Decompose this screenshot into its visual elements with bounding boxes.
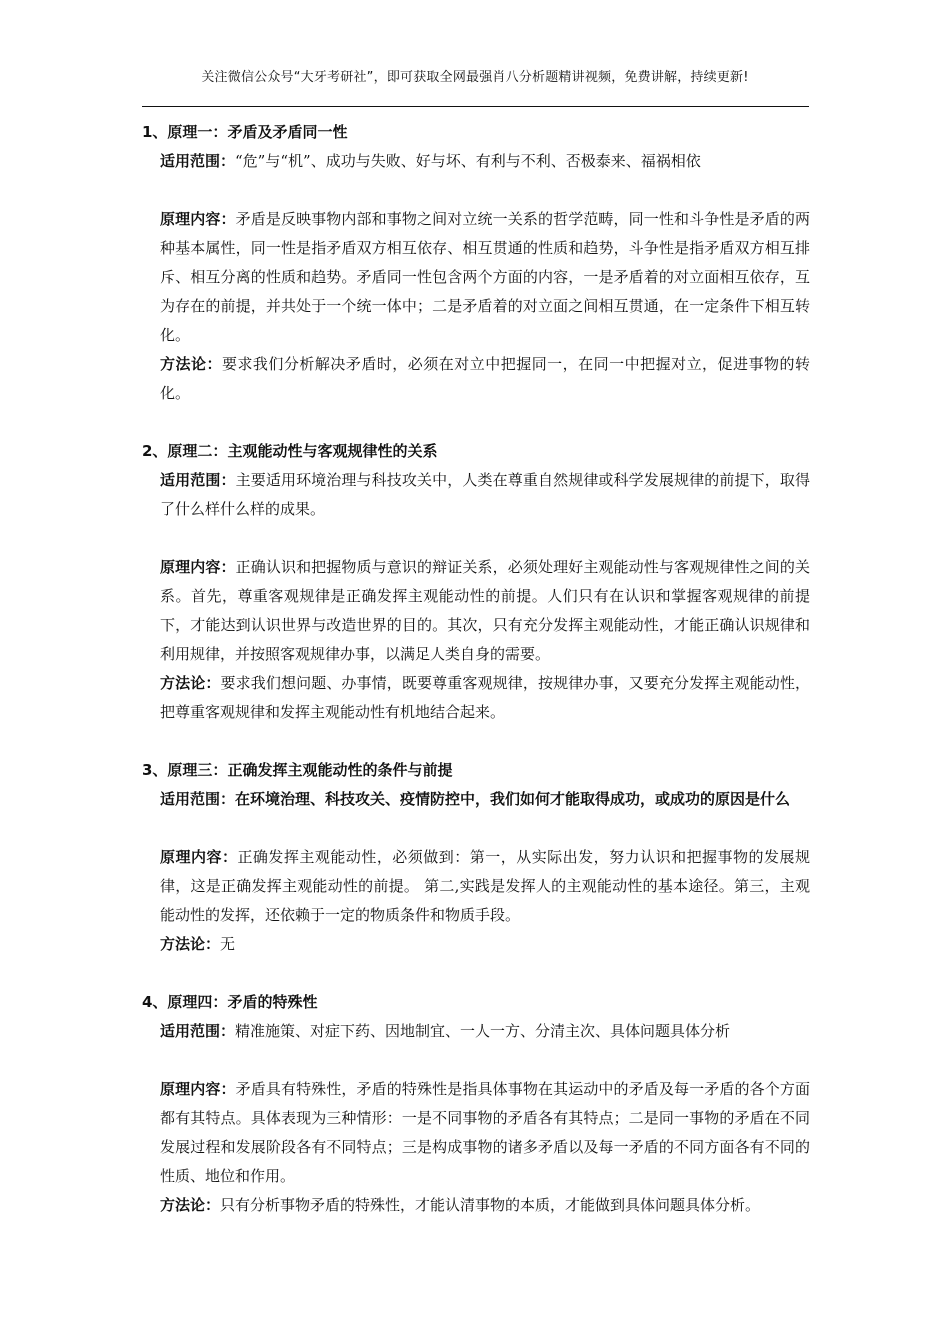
content-paragraph: [160, 1075, 810, 1191]
method-paragraph: [160, 350, 810, 408]
scope-paragraph: [160, 466, 810, 524]
section-title: 4、原理四：矛盾的特殊性: [142, 993, 318, 1011]
section-title: 2、原理二：主观能动性与客观规律性的关系: [142, 442, 438, 460]
scope-text: 精准施策、对症下药、因地制宜、一人一方、分清主次、具体问题具体分析: [235, 1022, 731, 1040]
content-paragraph: [160, 205, 810, 350]
section-principle-4: [142, 988, 810, 1220]
scope-paragraph: [160, 147, 810, 176]
section-principle-1: [142, 118, 810, 437]
section-principle-3: [142, 756, 810, 988]
document-body: [142, 118, 810, 1220]
method-label: 方法论：: [160, 935, 221, 953]
scope-text: 在环境治理、科技攻关、疫情防控中，我们如何才能取得成功，或成功的原因是什么: [235, 790, 791, 808]
method-label: 方法论：: [160, 355, 222, 373]
method-paragraph: [160, 1191, 810, 1220]
content-text: 矛盾是反映事物内部和事物之间对立统一关系的哲学范畴，同一性和斗争性是矛盾的两种基本属性，同一性是指矛盾双方相互依存、相互贯通的性质和趋势，斗争性是指矛盾双方相互排斥、相互分离的性质和趋势。矛盾同一性包含两个方面的内容，一是矛盾着的对立面相互依存，互为存在的前提，并共处于一个统一体中；二是矛盾着的对立面之间相互贯通，在一定条件下相互转化。: [160, 210, 810, 344]
scope-label: 适用范围：: [160, 790, 236, 808]
content-label: 原理内容：: [160, 210, 236, 228]
method-text: 只有分析事物矛盾的特殊性，才能认清事物的本质，才能做到具体问题具体分析。: [220, 1196, 761, 1214]
content-paragraph: [160, 843, 810, 930]
scope-paragraph: [160, 1017, 810, 1046]
scope-text: “危”与“机”、成功与失败、好与坏、有利与不利、否极泰来、福祸相依: [235, 152, 701, 170]
content-paragraph: [160, 553, 810, 669]
content-label: 原理内容：: [160, 558, 236, 576]
method-text: 要求我们分析解决矛盾时，必须在对立中把握同一，在同一中把握对立，促进事物的转化。: [160, 355, 810, 402]
method-text: 无: [220, 935, 236, 953]
method-paragraph: [160, 669, 810, 727]
scope-text: 主要适用环境治理与科技攻关中，人类在尊重自然规律或科学发展规律的前提下，取得了什么样什么样的成果。: [160, 471, 810, 518]
section-title: 3、原理三：正确发挥主观能动性的条件与前提: [142, 761, 453, 779]
method-paragraph: [160, 930, 810, 959]
scope-label: 适用范围：: [160, 1022, 236, 1040]
section-title: 1、原理一：矛盾及矛盾同一性: [142, 123, 348, 141]
page-header-notice: 关注微信公众号“大牙考研社”，即可获取全网最强肖八分析题精讲视频，免费讲解，持续更新!: [201, 70, 749, 85]
method-label: 方法论：: [160, 674, 221, 692]
header-divider: [142, 106, 809, 107]
content-label: 原理内容：: [160, 1080, 236, 1098]
scope-label: 适用范围：: [160, 471, 236, 489]
scope-label: 适用范围：: [160, 152, 236, 170]
section-principle-2: [142, 437, 810, 756]
content-text: 矛盾具有特殊性，矛盾的特殊性是指具体事物在其运动中的矛盾及每一矛盾的各个方面都有其特点。具体表现为三种情形：一是不同事物的矛盾各有其特点；二是同一事物的矛盾在不同发展过程和发展阶段各有不同特点；三是构成事物的诸多矛盾以及每一矛盾的不同方面各有不同的性质、地位和作用。: [160, 1080, 810, 1185]
method-label: 方法论：: [160, 1196, 221, 1214]
scope-paragraph: [160, 785, 810, 814]
method-text: 要求我们想问题、办事情，既要尊重客观规律，按规律办事，又要充分发挥主观能动性，把尊重客观规律和发挥主观能动性有机地结合起来。: [160, 674, 810, 721]
content-label: 原理内容：: [160, 848, 238, 866]
content-text: 正确认识和把握物质与意识的辩证关系，必须处理好主观能动性与客观规律性之间的关系。首先，尊重客观规律是正确发挥主观能动性的前提。人们只有在认识和掌握客观规律的前提下，才能达到认识世界与改造世界的目的。其次，只有充分发挥主观能动性，才能正确认识规律和利用规律，并按照客观规律办事，以满足人类自身的需要。: [160, 558, 810, 663]
content-text: 正确发挥主观能动性，必须做到：第一，从实际出发，努力认识和把握事物的发展规律，这是正确发挥主观能动性的前提。 第二,实践是发挥人的主观能动性的基本途径。第三，主观能动性的发挥，还依赖于一定的物质条件和物质手段。: [160, 848, 810, 924]
